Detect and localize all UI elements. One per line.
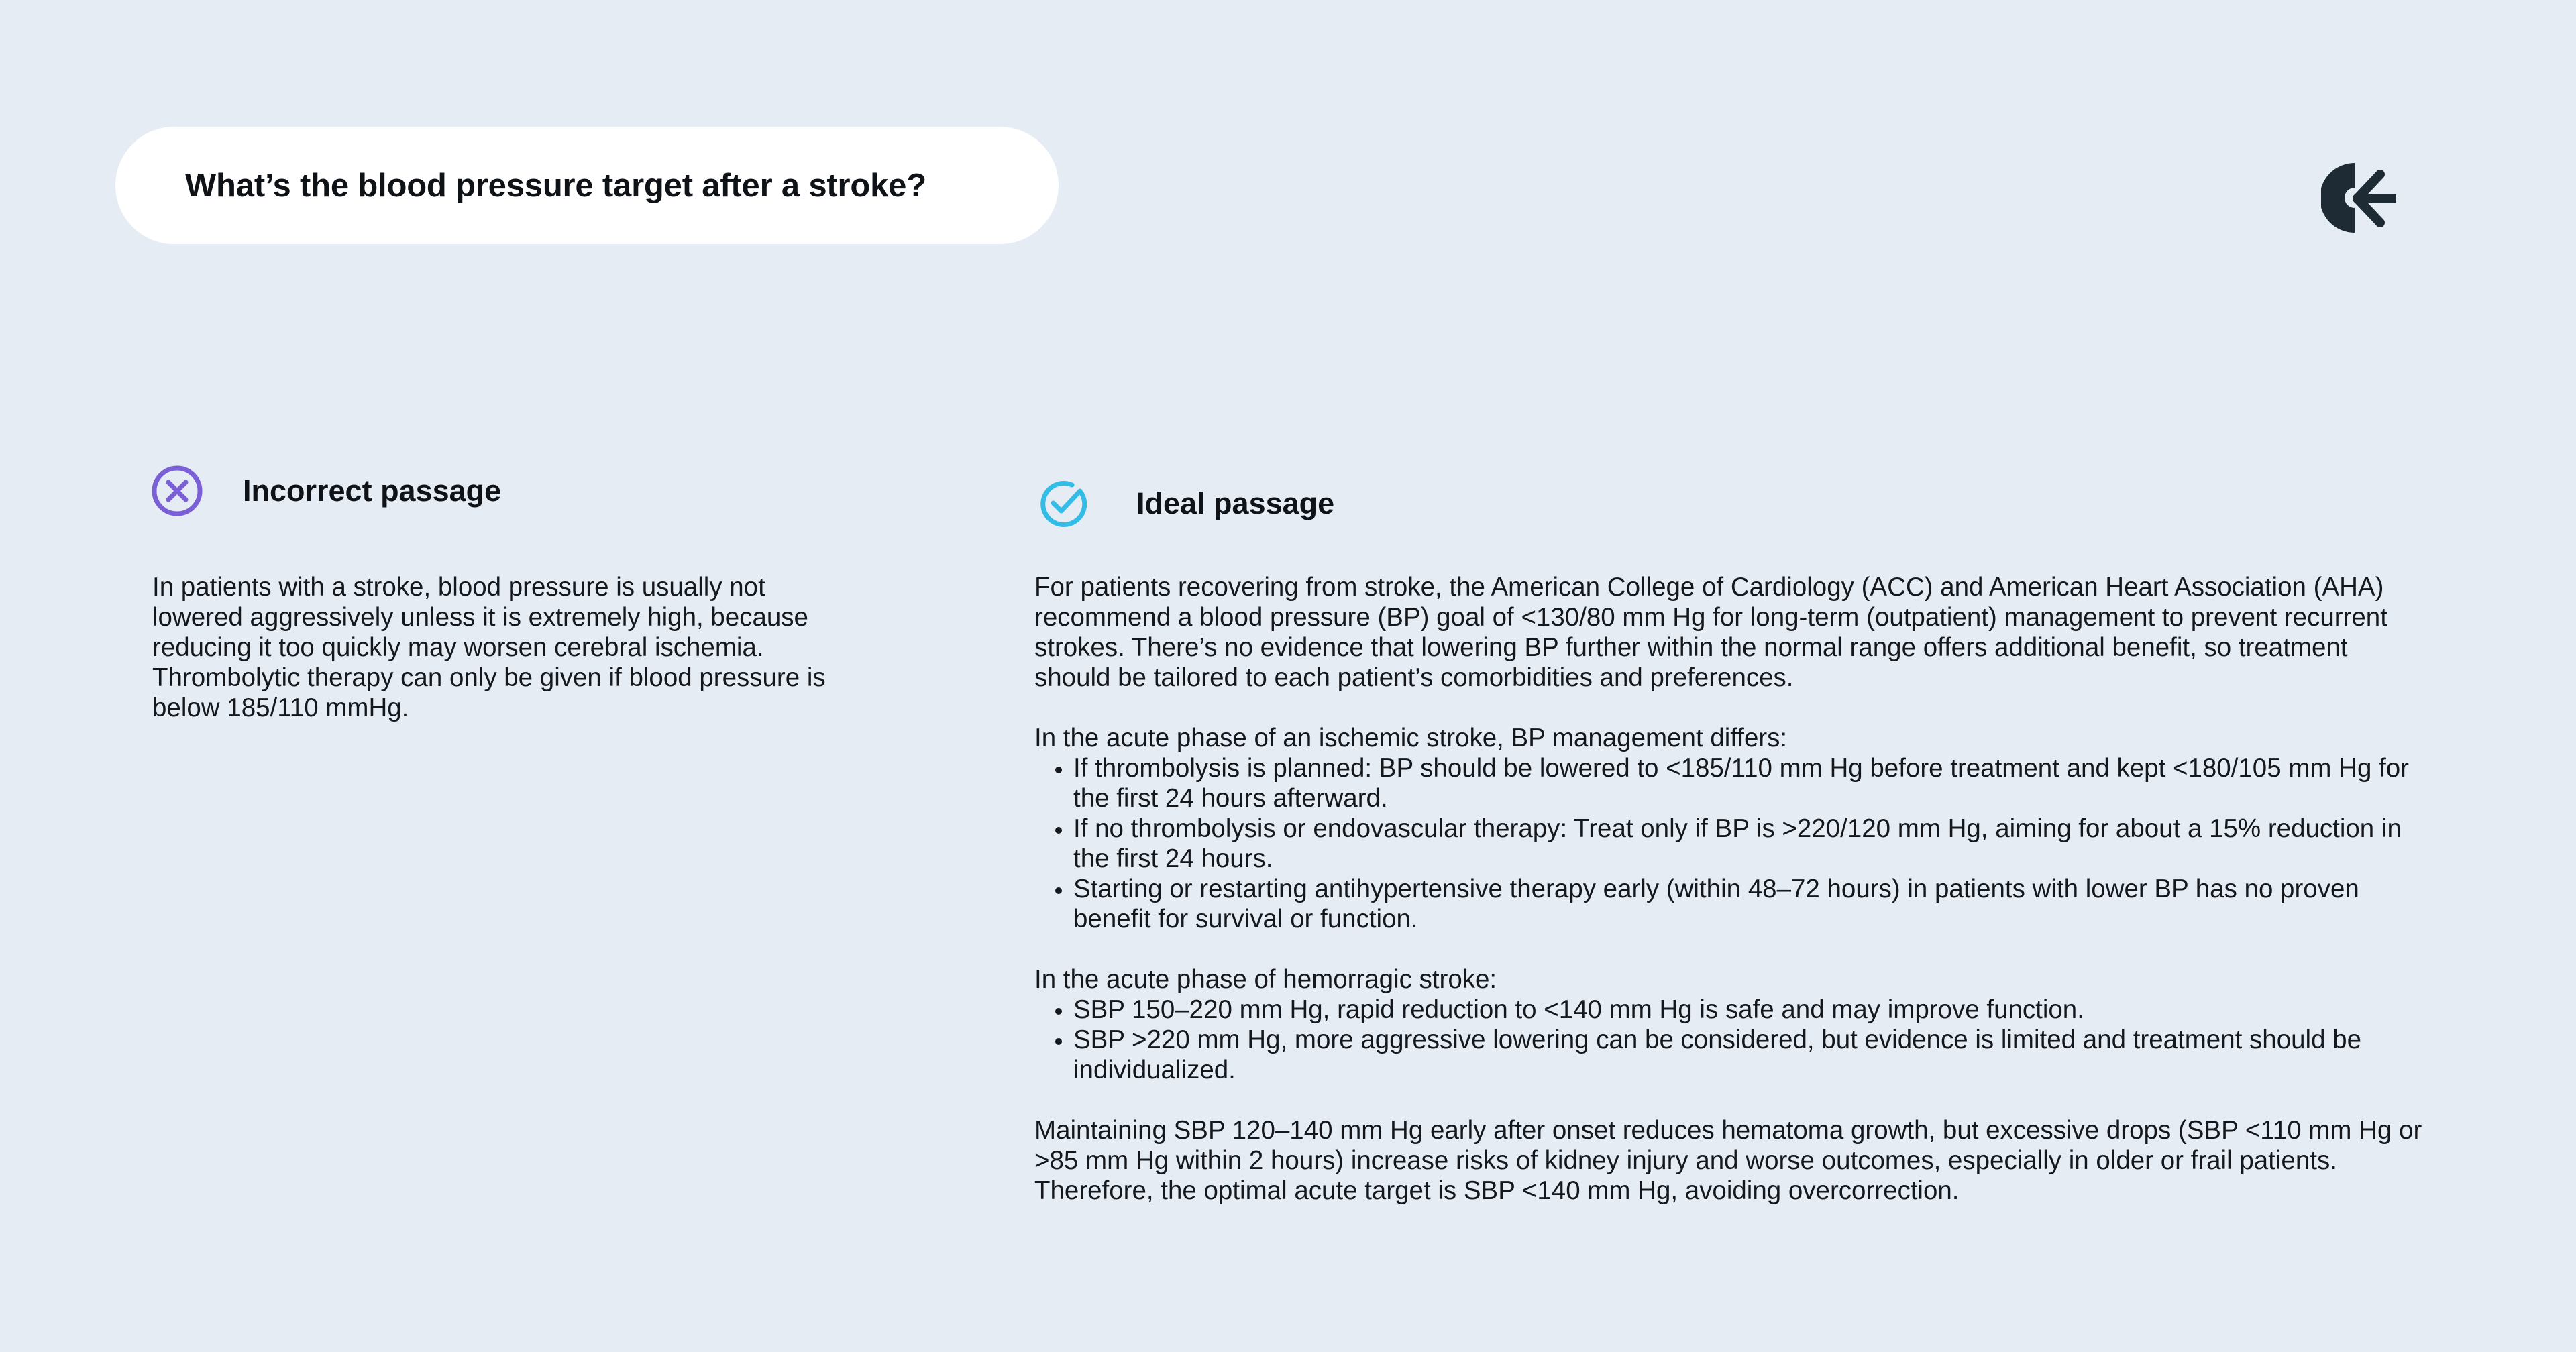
incorrect-passage-header [150, 464, 501, 518]
ideal-passage-body [1034, 572, 2430, 1236]
ideal-passage-title: Ideal passage [1136, 486, 1335, 520]
list-item: • SBP 150–220 mm Hg, rapid reduction to <140 mm Hg is safe and may improve function. [1073, 995, 2430, 1025]
question-pill [115, 127, 1059, 244]
hemorrhagic-list [1034, 995, 2430, 1085]
list-item: • SBP >220 mm Hg, more aggressive lowering can be considered, but evidence is limited and treatment should be individualized. [1073, 1025, 2430, 1085]
incorrect-passage-title: Incorrect passage [243, 473, 502, 508]
incorrect-passage-body: In patients with a stroke, blood pressure is usually not lowered aggressively unless it is extremely high, because reducing it too quickly may worsen cerebral ischemia. Thrombolytic therapy can only be given if blood pressure is below 185/110 mmHg. [152, 573, 826, 722]
list-item: • If thrombolysis is planned: BP should be lowered to <185/110 mm Hg before treatment and kept <180/105 mm Hg for the first 24 hours afterward. [1073, 753, 2430, 813]
check-circle-icon [1037, 477, 1089, 530]
brand-logo-icon [2321, 161, 2396, 235]
question-title: What’s the blood pressure target after a stroke? [185, 167, 926, 204]
list-item: • Starting or restarting antihypertensive therapy early (within 48–72 hours) in patients with lower BP has no proven benefit for survival or function. [1073, 874, 2430, 934]
ideal-conclusion: Maintaining SBP 120–140 mm Hg early after onset reduces hematoma growth, but excessive drops (SBP <110 mm Hg or >85 mm Hg within 2 hours) increase risks of kidney injury and worse outcomes, especially in older or frail patients. Therefore, the optimal acute target is SBP <140 mm Hg, avoiding overcorrection. [1034, 1116, 2422, 1205]
ideal-passage-header [1037, 477, 1334, 530]
ischemic-list [1034, 753, 2430, 934]
ideal-paragraph-recovery: For patients recovering from stroke, the American College of Cardiology (ACC) and American Heart Association (AHA) recommend a blood pressure (BP) goal of <130/80 mm Hg for long-term (outpatient) management to prevent recurrent strokes. There’s no evidence that lowering BP further within the normal range offers additional benefit, so treatment should be tailored to each patient’s comorbidities and preferences. [1034, 573, 2387, 692]
ischemic-intro: In the acute phase of an ischemic stroke, BP management differs: [1034, 724, 1788, 752]
list-item: • If no thrombolysis or endovascular therapy: Treat only if BP is >220/120 mm Hg, aiming for about a 15% reduction in the first 24 hours. [1073, 813, 2430, 874]
hemorrhagic-intro: In the acute phase of hemorragic stroke: [1034, 965, 1497, 994]
x-circle-icon [150, 464, 204, 518]
